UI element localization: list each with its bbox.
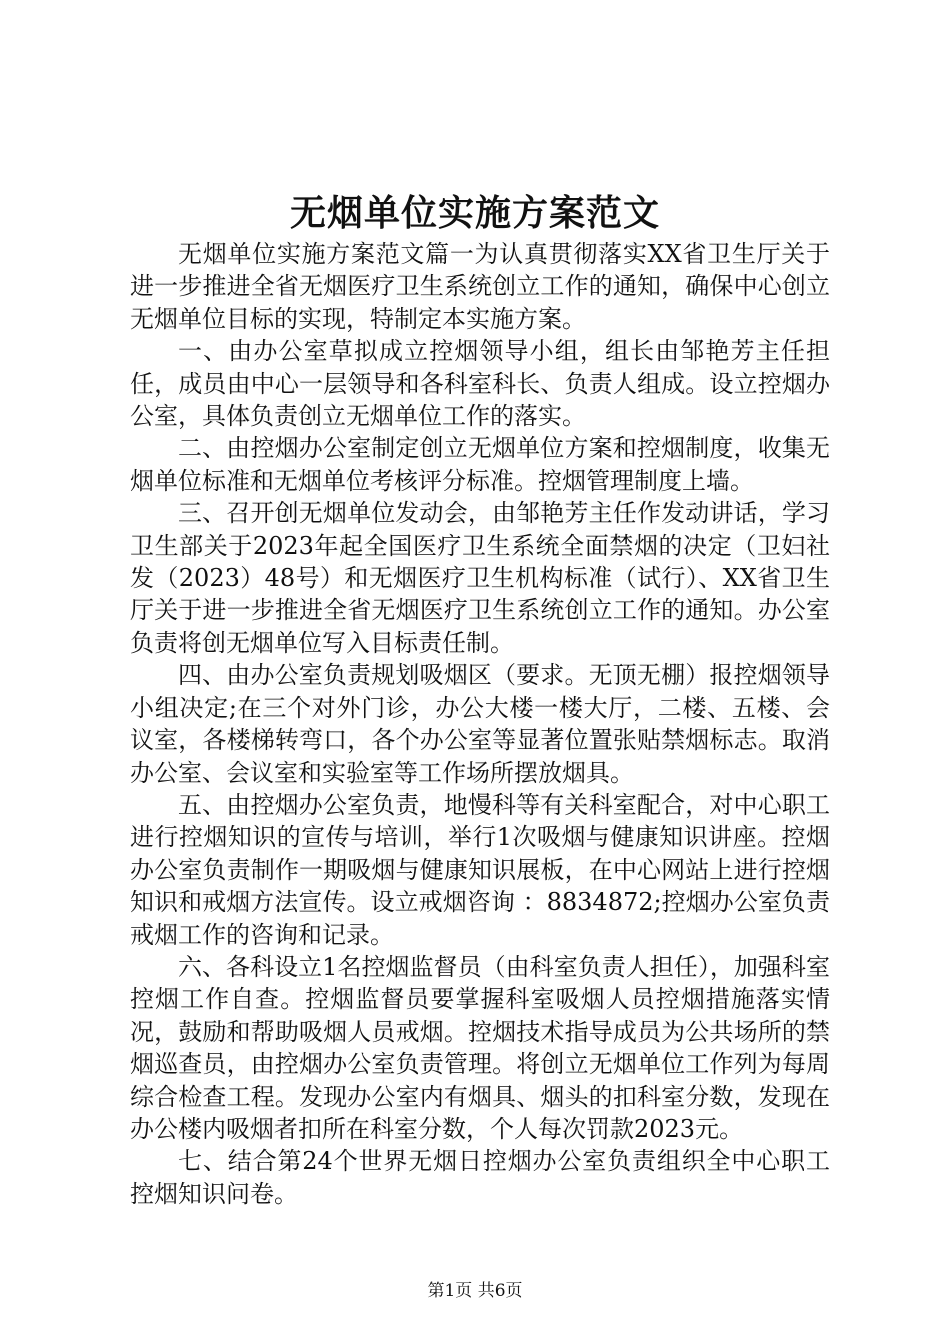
paragraph-2: 二、由控烟办公室制定创立无烟单位方案和控烟制度，收集无烟单位标准和无烟单位考核评分标准。控烟管理制度上墙。 [130,434,830,495]
paragraph-4: 四、由办公室负责规划吸烟区（要求。无顶无棚）报控烟领导小组决定;在三个对外门诊，办公大楼一楼大厅，二楼、五楼、会议室，各楼梯转弯口，各个办公室等显著位置张贴禁烟标志。取消办公室、会议室和实验室等工作场所摆放烟具。 [130,661,830,787]
document-body [130,238,830,1210]
document-title: 无烟单位实施方案范文 [289,193,660,234]
paragraph-7: 七、结合第24个世界无烟日控烟办公室负责组织全中心职工控烟知识问卷。 [130,1147,830,1208]
paragraph-6: 六、各科设立1名控烟监督员（由科室负责人担任），加强科室控烟工作自查。控烟监督员要掌握科室吸烟人员控烟措施落实情况，鼓励和帮助吸烟人员戒烟。控烟技术指导成员为公共场所的禁烟巡查员，由控烟办公室负责管理。将创立无烟单位工作列为每周综合检查工程。发现办公室内有烟具、烟头的扣科室分数，发现在办公楼内吸烟者扣所在科室分数，个人每次罚款2023元。 [130,952,830,1143]
paragraph-1: 一、由办公室草拟成立控烟领导小组，组长由邹艳芳主任担任，成员由中心一层领导和各科室科长、负责人组成。设立控烟办公室，具体负责创立无烟单位工作的落实。 [130,337,830,431]
page-number: 第1页 共6页 [427,1281,523,1301]
paragraph-5: 五、由控烟办公室负责，地慢科等有关科室配合，对中心职工进行控烟知识的宣传与培训，举行1次吸烟与健康知识讲座。控烟办公室负责制作一期吸烟与健康知识展板，在中心网站上进行控烟知识和戒烟方法宣传。设立戒烟咨询 ：8834872;控烟办公室负责戒烟工作的咨询和记录。 [130,790,830,949]
paragraph-3: 三、召开创无烟单位发动会，由邹艳芳主任作发动讲话，学习卫生部关于2023年起全国医疗卫生系统全面禁烟的决定（卫妇社发（2023）48号）和无烟医疗卫生机构标准（试行）、XX省卫生厅关于进一步推进全省无烟医疗卫生系统创立工作的通知。办公室负责将创无烟单位写入目标责任制。 [130,499,830,657]
paragraph-intro: 无烟单位实施方案范文篇一为认真贯彻落实XX省卫生厅关于进一步推进全省无烟医疗卫生系统创立工作的通知，确保中心创立无烟单位目标的实现，特制定本实施方案。 [130,240,830,333]
